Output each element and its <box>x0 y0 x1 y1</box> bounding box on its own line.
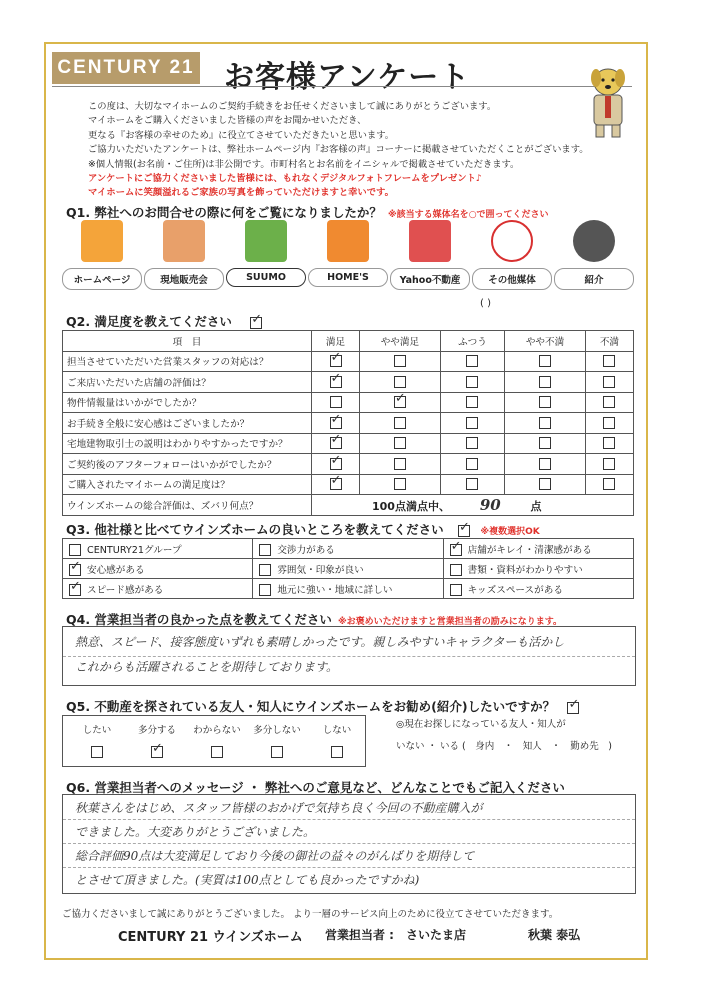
row-label: 宅地建物取引士の説明はわかりやすかったですか？ <box>63 433 312 454</box>
score-row <box>63 495 634 516</box>
strength-option[interactable] <box>63 539 253 559</box>
rating-cell <box>312 474 360 495</box>
strength-label: 書類・資料がわかりやすい <box>467 564 583 576</box>
recommend-checkbox[interactable] <box>211 746 223 758</box>
recommend-option[interactable] <box>67 722 127 758</box>
column-header: 不満 <box>585 331 633 352</box>
q6-answer-line: 秋葉さんをはじめ、スタッフ皆様のおかげで気持ち良く今回の不動産購入が <box>75 801 483 815</box>
rating-checkbox[interactable] <box>539 376 551 388</box>
strength-label: 交渉力がある <box>277 544 335 556</box>
row-label: 担当させていただいた営業スタッフの対応は？ <box>63 351 312 372</box>
ruled-line <box>63 843 635 844</box>
rating-cell <box>505 433 586 454</box>
q4-title-text: Q4. 営業担当者の良かった点を教えてください <box>66 612 332 627</box>
rating-checkbox[interactable] <box>539 417 551 429</box>
recommend-label: しない <box>322 725 352 736</box>
rating-checkbox[interactable] <box>466 437 478 449</box>
rating-checkbox[interactable] <box>466 396 478 408</box>
friend-section <box>396 716 612 752</box>
media-option-suumo[interactable] <box>226 220 306 287</box>
rating-cell <box>505 372 586 393</box>
media-label: 現地販売会 <box>144 268 224 290</box>
intro-text <box>88 100 608 201</box>
rating-cell <box>312 433 360 454</box>
present-notice: マイホームに笑顔溢れるご家族の写真を飾っていただけますと幸いです。 <box>88 187 394 199</box>
strength-label: 安心感がある <box>87 564 145 576</box>
rating-cell <box>440 392 504 413</box>
rating-checkbox[interactable] <box>539 355 551 367</box>
strength-option[interactable] <box>63 579 253 599</box>
rating-cell <box>312 454 360 475</box>
rating-cell <box>312 413 360 434</box>
rating-checkbox[interactable] <box>330 376 342 388</box>
q4-answer-line: 熱意、スピード、接客態度いずれも素晴しかったです。親しみやすいキャラクターも活かし <box>75 635 565 649</box>
brand-logo: CENTURY 21 <box>52 52 200 84</box>
table-header-row <box>63 331 634 352</box>
table-row <box>63 413 634 434</box>
table-row <box>63 392 634 413</box>
rating-cell <box>585 474 633 495</box>
score-suffix: 点 <box>530 499 542 513</box>
rating-checkbox[interactable] <box>539 458 551 470</box>
ruled-line <box>63 819 635 820</box>
row-label: お手続き全般に安心感はございましたか？ <box>63 413 312 434</box>
recommend-options <box>62 715 366 767</box>
rating-checkbox[interactable] <box>466 478 478 490</box>
rating-checkbox[interactable] <box>330 396 342 408</box>
footer-thanks: ご協力くださいまして誠にありがとうございました。 より一層のサービス向上のために役立てさせていただきます。 <box>62 909 559 920</box>
row-label: ご契約後のアフターフォローはいかがでしたか？ <box>63 454 312 475</box>
rating-checkbox[interactable] <box>394 376 406 388</box>
rating-cell <box>585 413 633 434</box>
ruled-line <box>63 656 635 657</box>
score-cell <box>312 495 634 516</box>
media-option-homepage[interactable] <box>62 220 142 290</box>
rating-cell <box>360 454 441 475</box>
rating-checkbox[interactable] <box>603 417 615 429</box>
intro-line: マイホームをご購入くださいました皆様の声をお聞かせいただき、 <box>88 115 367 127</box>
q3-title <box>66 520 540 538</box>
rating-checkbox[interactable] <box>330 417 342 429</box>
strength-label: CENTURY21グループ <box>87 544 182 556</box>
q4-answer-box[interactable] <box>62 626 636 686</box>
media-option-homes[interactable] <box>308 220 388 287</box>
footer-brand: CENTURY 21 ウインズホーム <box>118 930 303 945</box>
rating-cell <box>505 413 586 434</box>
q3-title-text: Q3. 他社様と比べてウインズホームの良いところを教えてください <box>66 522 444 537</box>
rating-cell <box>440 454 504 475</box>
recommend-label: したい <box>82 725 112 736</box>
q1-note: ※該当する媒体名を○で囲ってください <box>387 210 549 220</box>
rating-checkbox[interactable] <box>603 437 615 449</box>
row-label: ご来店いただいた店舗の評価は？ <box>63 372 312 393</box>
homepage-icon <box>81 220 123 262</box>
referral-icon <box>573 220 615 262</box>
rating-cell <box>440 413 504 434</box>
media-option-yahoo[interactable] <box>390 220 470 290</box>
strength-label: 店舗がキレイ・清潔感がある <box>467 544 592 556</box>
q6-title-text: Q6. 営業担当者へのメッセージ ・ 弊社へのご意見など、どんなことでもご記入ください <box>66 780 565 795</box>
recommend-option[interactable] <box>187 722 247 758</box>
strength-checkbox[interactable] <box>450 584 462 596</box>
rating-checkbox[interactable] <box>466 376 478 388</box>
rating-cell <box>505 454 586 475</box>
rating-checkbox[interactable] <box>330 458 342 470</box>
q6-answer-line: 総合評価90点は大変満足しており今後の御社の益々のがんばりを期待して <box>75 849 475 863</box>
rating-cell <box>585 392 633 413</box>
q2-title-checkbox[interactable] <box>250 317 262 329</box>
homes-icon <box>327 220 369 262</box>
rating-cell <box>360 351 441 372</box>
q3-note: ※複数選択OK <box>480 527 540 537</box>
rating-cell <box>360 392 441 413</box>
intro-line: この度は、大切なマイホームのご契約手続きをお任せくださいまして誠にありがとうございます。 <box>88 101 497 112</box>
rating-cell <box>585 351 633 372</box>
footer-rep-name: 秋葉 泰弘 <box>528 928 581 942</box>
rating-cell <box>585 454 633 475</box>
intro-line: ※個人情報(お名前・ご住所)は非公開です。市町村名とお名前をイニシャルで掲載させていただきます。 <box>88 158 520 170</box>
friend-answer[interactable]: いない ・ いる ( 身内 ・ 知人 ・ 勤め先 ) <box>396 741 612 752</box>
column-header: ふつう <box>440 331 504 352</box>
rating-cell <box>360 372 441 393</box>
rating-checkbox[interactable] <box>394 478 406 490</box>
strength-label: 雰囲気・印象が良い <box>277 564 364 576</box>
strength-option[interactable] <box>253 539 443 559</box>
rating-checkbox[interactable] <box>466 417 478 429</box>
q2-title-text: Q2. 満足度を教えてください <box>66 314 232 329</box>
rating-cell <box>440 433 504 454</box>
score-prefix: 100点満点中、 <box>372 499 450 513</box>
column-header: やや満足 <box>360 331 441 352</box>
rating-cell <box>360 433 441 454</box>
rating-checkbox[interactable] <box>539 396 551 408</box>
media-label: ホームページ <box>62 268 142 290</box>
rating-cell <box>440 372 504 393</box>
intro-line: 更なる『お客様の幸せのため』に役立てさせていただきたいと思います。 <box>88 129 395 141</box>
rating-checkbox[interactable] <box>603 396 615 408</box>
recommend-checkbox[interactable] <box>91 746 103 758</box>
rating-cell <box>585 433 633 454</box>
other-media-icon <box>491 220 533 262</box>
rating-cell <box>312 351 360 372</box>
ruled-line <box>63 867 635 868</box>
page-title: お客様アンケート <box>224 60 471 95</box>
table-row <box>63 579 634 599</box>
q2-title <box>66 312 262 330</box>
media-label: Yahoo不動産 <box>390 268 470 290</box>
rating-cell <box>505 351 586 372</box>
rating-checkbox[interactable] <box>330 437 342 449</box>
q3-title-checkbox[interactable] <box>458 525 470 537</box>
rating-checkbox[interactable] <box>466 458 478 470</box>
recommend-option[interactable] <box>127 722 187 758</box>
table-row <box>63 372 634 393</box>
rating-checkbox[interactable] <box>603 458 615 470</box>
satisfaction-rows <box>63 351 634 495</box>
open-house-icon <box>163 220 205 262</box>
q1-title <box>66 203 549 221</box>
strength-checkbox[interactable] <box>450 544 462 556</box>
q1-title-text: Q1. 弊社へのお問合せの際に何をご覧になりましたか？ <box>66 205 382 220</box>
media-option-other[interactable] <box>472 220 552 290</box>
table-row <box>63 539 634 559</box>
media-label: 紹介 <box>554 268 634 290</box>
media-options <box>62 220 632 309</box>
rating-cell <box>360 474 441 495</box>
table-row <box>63 433 634 454</box>
q6-answer-line: できました。大変ありがとうございました。 <box>75 825 316 839</box>
column-header: 項 目 <box>63 331 312 352</box>
recommend-label: 多分する <box>137 725 176 736</box>
rating-checkbox[interactable] <box>394 458 406 470</box>
rating-checkbox[interactable] <box>603 355 615 367</box>
strengths-table <box>62 538 634 599</box>
rating-checkbox[interactable] <box>603 478 615 490</box>
rating-cell <box>505 474 586 495</box>
recommend-checkbox[interactable] <box>151 746 163 758</box>
strength-label: スピード感がある <box>87 584 164 596</box>
row-label: 物件情報量はいかがでしたか？ <box>63 392 312 413</box>
rating-checkbox[interactable] <box>394 417 406 429</box>
strength-option[interactable] <box>443 579 633 599</box>
recommend-option[interactable] <box>247 722 307 758</box>
recommend-option[interactable] <box>307 722 367 758</box>
score-question: ウインズホームの総合評価は、ズバリ何点？ <box>63 495 312 516</box>
rating-cell <box>505 392 586 413</box>
media-option-open-house[interactable] <box>144 220 224 290</box>
strength-option[interactable] <box>443 559 633 579</box>
rating-checkbox[interactable] <box>603 376 615 388</box>
q4-answer-line: これからも活躍されることを期待しております。 <box>75 660 339 674</box>
q6-answer-box[interactable] <box>62 794 636 894</box>
rating-checkbox[interactable] <box>466 355 478 367</box>
table-row <box>63 454 634 475</box>
rating-checkbox[interactable] <box>394 355 406 367</box>
strength-checkbox[interactable] <box>259 544 271 556</box>
rating-cell <box>312 392 360 413</box>
suumo-icon <box>245 220 287 262</box>
column-header: やや不満 <box>505 331 586 352</box>
title-divider <box>52 86 632 87</box>
rating-checkbox[interactable] <box>330 478 342 490</box>
rating-cell <box>360 413 441 434</box>
rating-cell <box>440 351 504 372</box>
rating-checkbox[interactable] <box>394 437 406 449</box>
q4-note: ※お褒めいただけますと営業担当者の励みになります。 <box>337 617 562 627</box>
rating-cell <box>585 372 633 393</box>
strength-checkbox[interactable] <box>450 564 462 576</box>
rating-cell <box>440 474 504 495</box>
strength-option[interactable] <box>253 579 443 599</box>
footer-rep-label: 営業担当者 : さいたま店 <box>325 928 466 942</box>
present-notice: アンケートにご協力くださいました皆様には、もれなくデジタルフォトフレームをプレゼント♪ <box>88 173 482 185</box>
column-header: 満足 <box>312 331 360 352</box>
rating-cell <box>312 372 360 393</box>
yahoo-icon <box>409 220 451 262</box>
strength-checkbox[interactable] <box>259 584 271 596</box>
strength-label: キッズスペースがある <box>467 584 563 596</box>
rating-checkbox[interactable] <box>539 478 551 490</box>
q5-title-text: Q5. 不動産を探されている友人・知人にウインズホームをお勧め(紹介)したいですか？ <box>66 699 556 714</box>
row-label: ご購入されたマイホームの満足度は？ <box>63 474 312 495</box>
table-row <box>63 474 634 495</box>
recommend-checkbox[interactable] <box>331 746 343 758</box>
strength-label: 地元に強い・地域に詳しい <box>277 584 393 596</box>
strength-checkbox[interactable] <box>69 544 81 556</box>
intro-line: ご協力いただいたアンケートは、弊社ホームページ内『お客様の声』コーナーに掲載させていただくことがございます。 <box>88 144 589 156</box>
media-label: HOME'S <box>308 268 388 287</box>
q5-title <box>66 697 579 715</box>
rating-checkbox[interactable] <box>394 396 406 408</box>
recommend-checkbox[interactable] <box>271 746 283 758</box>
table-row <box>63 559 634 579</box>
strength-checkbox[interactable] <box>69 584 81 596</box>
q5-title-checkbox[interactable] <box>567 702 579 714</box>
recommend-label: わからない <box>193 725 241 736</box>
media-option-referral[interactable] <box>554 220 634 290</box>
friend-question: ◎現在お探しになっている友人・知人が <box>396 719 566 730</box>
recommend-label: 多分しない <box>253 725 301 736</box>
strength-option[interactable] <box>443 539 633 559</box>
strength-option[interactable] <box>253 559 443 579</box>
score-value[interactable]: 90 <box>479 495 501 514</box>
media-label: その他媒体 <box>472 268 552 290</box>
satisfaction-table <box>62 330 634 516</box>
strength-option[interactable] <box>63 559 253 579</box>
other-media-paren: ( ) <box>480 298 491 309</box>
rating-checkbox[interactable] <box>539 437 551 449</box>
q6-answer-line: とさせて頂きました。(実質は100点としても良かったですかね) <box>75 873 420 887</box>
strength-checkbox[interactable] <box>69 564 81 576</box>
rating-checkbox[interactable] <box>330 355 342 367</box>
table-row <box>63 351 634 372</box>
strength-checkbox[interactable] <box>259 564 271 576</box>
media-label: SUUMO <box>226 268 306 287</box>
